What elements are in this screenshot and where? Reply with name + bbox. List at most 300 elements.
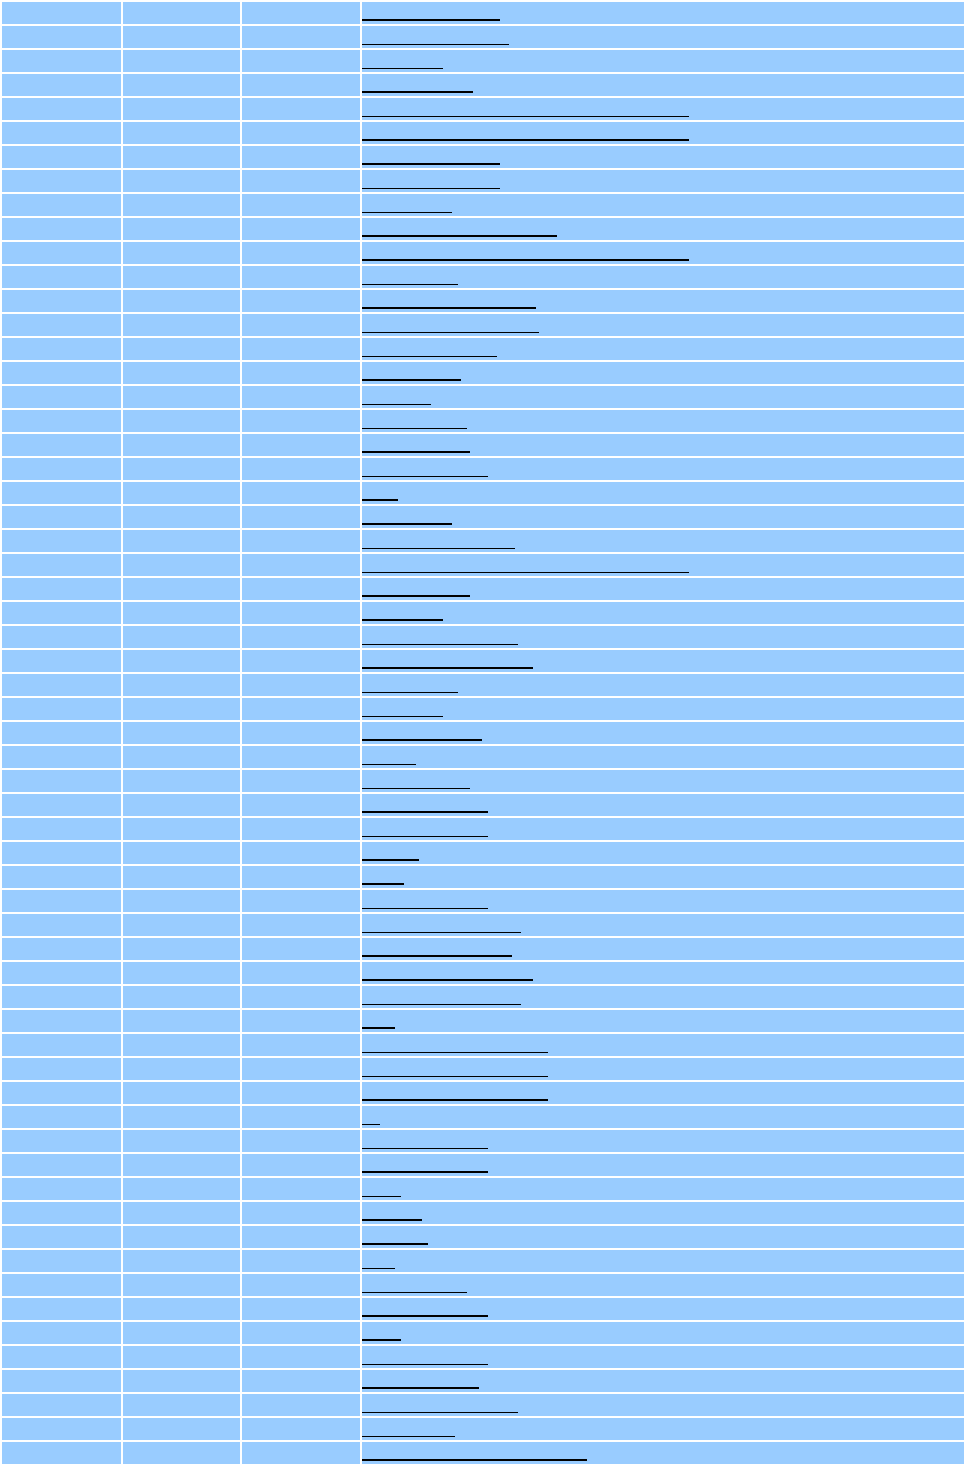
table-row: [2, 194, 964, 216]
table-cell-col-1: [2, 482, 121, 504]
table-cell-col-2: [123, 1322, 240, 1344]
row-link[interactable]: [362, 1364, 488, 1365]
row-link[interactable]: [362, 1196, 401, 1197]
row-link[interactable]: [362, 68, 443, 69]
table-row: [2, 1370, 964, 1392]
table-cell-col-3: [242, 1178, 360, 1200]
table-row: [2, 1130, 964, 1152]
table-cell-col-4: [362, 1346, 964, 1368]
table-cell-col-3: [242, 722, 360, 744]
table-row: [2, 1226, 964, 1248]
table-row: [2, 866, 964, 888]
table-cell-col-4: [362, 1130, 964, 1152]
table-row: [2, 386, 964, 408]
table-cell-col-4: [362, 866, 964, 888]
table-cell-col-4: [362, 1010, 964, 1032]
table-cell-col-1: [2, 74, 121, 96]
table-cell-col-3: [242, 1106, 360, 1128]
table-cell-col-2: [123, 986, 240, 1008]
table-cell-col-2: [123, 1274, 240, 1296]
table-cell-col-2: [123, 170, 240, 192]
table-cell-col-1: [2, 122, 121, 144]
table-row: [2, 530, 964, 552]
row-link[interactable]: [362, 739, 482, 741]
table-row: [2, 626, 964, 648]
table-cell-col-3: [242, 1442, 360, 1464]
table-row: [2, 962, 964, 984]
table-cell-col-3: [242, 266, 360, 288]
table-cell-col-1: [2, 1346, 121, 1368]
row-link[interactable]: [362, 212, 452, 213]
table-cell-col-4: [362, 698, 964, 720]
table-cell-col-4: [362, 626, 964, 648]
table-cell-col-2: [123, 50, 240, 72]
table-row: [2, 1010, 964, 1032]
table-cell-col-3: [242, 602, 360, 624]
table-cell-col-1: [2, 242, 121, 264]
table-row: [2, 698, 964, 720]
table-cell-col-4: [362, 458, 964, 480]
table-cell-col-2: [123, 1082, 240, 1104]
table-cell-col-4: [362, 74, 964, 96]
table-cell-col-4: [362, 1082, 964, 1104]
row-link[interactable]: [362, 139, 689, 141]
table-cell-col-2: [123, 1370, 240, 1392]
table-cell-col-3: [242, 962, 360, 984]
table-cell-col-3: [242, 890, 360, 912]
table-cell-col-2: [123, 842, 240, 864]
table-row: [2, 818, 964, 840]
table-row: [2, 578, 964, 600]
row-link[interactable]: [362, 883, 404, 885]
row-link[interactable]: [362, 116, 689, 117]
table-row: [2, 1274, 964, 1296]
table-row: [2, 98, 964, 120]
table-cell-col-4: [362, 1250, 964, 1272]
row-link[interactable]: [362, 19, 500, 21]
table-row: [2, 266, 964, 288]
table-cell-col-4: [362, 794, 964, 816]
row-link[interactable]: [362, 356, 497, 357]
table-cell-col-2: [123, 1418, 240, 1440]
table-cell-col-1: [2, 1154, 121, 1176]
table-cell-col-2: [123, 146, 240, 168]
table-row: [2, 1058, 964, 1080]
table-row: [2, 1178, 964, 1200]
table-cell-col-2: [123, 698, 240, 720]
row-link[interactable]: [362, 908, 488, 909]
table-cell-col-2: [123, 602, 240, 624]
row-link[interactable]: [362, 379, 461, 381]
table-cell-col-4: [362, 962, 964, 984]
table-cell-col-4: [362, 842, 964, 864]
table-cell-col-2: [123, 1010, 240, 1032]
table-row: [2, 434, 964, 456]
table-cell-col-4: [362, 482, 964, 504]
table-row: [2, 242, 964, 264]
table-row: [2, 338, 964, 360]
table-cell-col-2: [123, 674, 240, 696]
row-link[interactable]: [362, 476, 488, 477]
table-row: [2, 26, 964, 48]
table-cell-col-1: [2, 746, 121, 768]
table-cell-col-4: [362, 242, 964, 264]
row-link[interactable]: [362, 1459, 587, 1461]
table-cell-col-3: [242, 290, 360, 312]
table-row: [2, 506, 964, 528]
table-row: [2, 218, 964, 240]
row-link[interactable]: [362, 499, 398, 501]
table-row: [2, 554, 964, 576]
table-cell-col-4: [362, 506, 964, 528]
table-cell-col-3: [242, 242, 360, 264]
table-row: [2, 746, 964, 768]
table-cell-col-4: [362, 578, 964, 600]
table-cell-col-3: [242, 218, 360, 240]
table-cell-col-1: [2, 290, 121, 312]
table-cell-col-2: [123, 98, 240, 120]
table-cell-col-4: [362, 410, 964, 432]
row-link[interactable]: [362, 1076, 548, 1077]
table-cell-col-4: [362, 1226, 964, 1248]
table-cell-col-3: [242, 554, 360, 576]
table-cell-col-2: [123, 1394, 240, 1416]
table-cell-col-3: [242, 338, 360, 360]
row-link[interactable]: [362, 811, 488, 813]
row-link[interactable]: [362, 1436, 455, 1437]
row-link[interactable]: [362, 451, 470, 453]
table-cell-col-1: [2, 314, 121, 336]
table-cell-col-2: [123, 650, 240, 672]
table-cell-col-2: [123, 122, 240, 144]
table-cell-col-4: [362, 530, 964, 552]
table-cell-col-3: [242, 650, 360, 672]
table-cell-col-1: [2, 842, 121, 864]
table-cell-col-4: [362, 602, 964, 624]
table-cell-col-1: [2, 1274, 121, 1296]
row-link[interactable]: [362, 404, 431, 405]
table-cell-col-2: [123, 1130, 240, 1152]
row-link[interactable]: [362, 1027, 395, 1029]
row-link[interactable]: [362, 188, 500, 189]
table-cell-col-1: [2, 1442, 121, 1464]
table-cell-col-3: [242, 1346, 360, 1368]
table-cell-col-1: [2, 50, 121, 72]
table-row: [2, 410, 964, 432]
table-cell-col-2: [123, 194, 240, 216]
table-cell-col-3: [242, 314, 360, 336]
table-cell-col-2: [123, 818, 240, 840]
row-link[interactable]: [362, 667, 533, 669]
table-cell-col-1: [2, 530, 121, 552]
table-cell-col-2: [123, 626, 240, 648]
table-row: [2, 602, 964, 624]
table-cell-col-4: [362, 218, 964, 240]
table-cell-col-4: [362, 1274, 964, 1296]
table-cell-col-2: [123, 74, 240, 96]
row-link[interactable]: [362, 1315, 488, 1317]
table-cell-col-1: [2, 602, 121, 624]
table-cell-col-1: [2, 194, 121, 216]
table-cell-col-4: [362, 26, 964, 48]
table-row: [2, 890, 964, 912]
table-cell-col-3: [242, 98, 360, 120]
table-cell-col-1: [2, 554, 121, 576]
table-cell-col-2: [123, 794, 240, 816]
table-cell-col-2: [123, 242, 240, 264]
table-cell-col-2: [123, 290, 240, 312]
table-cell-col-2: [123, 1154, 240, 1176]
row-link[interactable]: [362, 91, 473, 93]
row-link[interactable]: [362, 692, 458, 693]
table-cell-col-2: [123, 1226, 240, 1248]
table-cell-col-2: [123, 1298, 240, 1320]
table-cell-col-1: [2, 170, 121, 192]
table-cell-col-3: [242, 74, 360, 96]
table-cell-col-2: [123, 1442, 240, 1464]
row-link[interactable]: [362, 979, 533, 981]
table-cell-col-2: [123, 1034, 240, 1056]
table-row: [2, 122, 964, 144]
table-cell-col-3: [242, 842, 360, 864]
table-cell-col-1: [2, 1394, 121, 1416]
table-cell-col-1: [2, 1298, 121, 1320]
table-cell-col-4: [362, 1058, 964, 1080]
table-cell-col-2: [123, 434, 240, 456]
table-cell-col-3: [242, 458, 360, 480]
table-cell-col-4: [362, 1178, 964, 1200]
table-row: [2, 650, 964, 672]
table-cell-col-2: [123, 1106, 240, 1128]
row-link[interactable]: [362, 1124, 380, 1125]
table-cell-col-1: [2, 794, 121, 816]
table-cell-col-3: [242, 362, 360, 384]
table-cell-col-1: [2, 626, 121, 648]
table-cell-col-3: [242, 1298, 360, 1320]
row-link[interactable]: [362, 955, 512, 957]
table-cell-col-4: [362, 722, 964, 744]
table-cell-col-2: [123, 1178, 240, 1200]
table-cell-col-3: [242, 770, 360, 792]
row-link[interactable]: [362, 1052, 548, 1053]
table-cell-col-1: [2, 1250, 121, 1272]
table-cell-col-3: [242, 122, 360, 144]
table-cell-col-1: [2, 458, 121, 480]
table-cell-col-2: [123, 554, 240, 576]
table-cell-col-3: [242, 1058, 360, 1080]
row-link[interactable]: [362, 764, 416, 765]
table-cell-col-2: [123, 362, 240, 384]
table-cell-col-4: [362, 1442, 964, 1464]
table-cell-col-1: [2, 1226, 121, 1248]
row-link[interactable]: [362, 1004, 521, 1005]
table-cell-col-3: [242, 530, 360, 552]
table-cell-col-4: [362, 50, 964, 72]
table-cell-col-4: [362, 434, 964, 456]
row-link[interactable]: [362, 1268, 395, 1269]
table-row: [2, 938, 964, 960]
row-link[interactable]: [362, 332, 539, 333]
row-link[interactable]: [362, 1339, 401, 1341]
row-link[interactable]: [362, 1243, 428, 1245]
table-cell-col-4: [362, 1370, 964, 1392]
table-cell-col-1: [2, 1058, 121, 1080]
table-cell-col-3: [242, 794, 360, 816]
table-cell-col-2: [123, 338, 240, 360]
table-cell-col-4: [362, 1034, 964, 1056]
table-cell-col-4: [362, 650, 964, 672]
table-cell-col-2: [123, 2, 240, 24]
table-cell-col-4: [362, 554, 964, 576]
table-row: [2, 1394, 964, 1416]
row-link[interactable]: [362, 788, 470, 789]
row-link[interactable]: [362, 932, 521, 933]
table-cell-col-1: [2, 1130, 121, 1152]
row-link[interactable]: [362, 1387, 479, 1389]
table-row: [2, 1202, 964, 1224]
table-row: [2, 1322, 964, 1344]
table-cell-col-4: [362, 314, 964, 336]
table-cell-col-1: [2, 650, 121, 672]
table-cell-col-4: [362, 338, 964, 360]
table-cell-col-2: [123, 1058, 240, 1080]
table-row: [2, 842, 964, 864]
table-cell-col-3: [242, 1418, 360, 1440]
row-link[interactable]: [362, 1292, 467, 1293]
table-cell-col-4: [362, 2, 964, 24]
table-cell-col-1: [2, 1370, 121, 1392]
table-cell-col-1: [2, 578, 121, 600]
table-cell-col-1: [2, 2, 121, 24]
table-cell-col-4: [362, 746, 964, 768]
table-row: [2, 722, 964, 744]
table-row: [2, 1034, 964, 1056]
table-cell-col-1: [2, 1034, 121, 1056]
table-cell-col-3: [242, 1010, 360, 1032]
table-cell-col-4: [362, 1106, 964, 1128]
row-link[interactable]: [362, 1148, 488, 1149]
table-cell-col-1: [2, 362, 121, 384]
table-cell-col-3: [242, 434, 360, 456]
row-link[interactable]: [362, 716, 443, 717]
table-cell-col-3: [242, 1130, 360, 1152]
table-cell-col-2: [123, 722, 240, 744]
table-cell-col-3: [242, 1154, 360, 1176]
table-cell-col-3: [242, 626, 360, 648]
row-link[interactable]: [362, 572, 689, 573]
row-link[interactable]: [362, 548, 515, 549]
table-cell-col-2: [123, 578, 240, 600]
row-link[interactable]: [362, 235, 557, 237]
row-link[interactable]: [362, 307, 536, 309]
table-cell-col-2: [123, 482, 240, 504]
table-cell-col-3: [242, 1274, 360, 1296]
row-link[interactable]: [362, 259, 689, 261]
row-link[interactable]: [362, 1219, 422, 1221]
table-cell-col-4: [362, 986, 964, 1008]
table-row: [2, 362, 964, 384]
row-link[interactable]: [362, 859, 419, 861]
table-row: [2, 914, 964, 936]
table-cell-col-2: [123, 1346, 240, 1368]
table-cell-col-1: [2, 1106, 121, 1128]
table-cell-col-3: [242, 482, 360, 504]
table-row: [2, 1442, 964, 1464]
table-cell-col-4: [362, 146, 964, 168]
table-cell-col-3: [242, 50, 360, 72]
row-link[interactable]: [362, 644, 518, 645]
table-cell-col-1: [2, 1418, 121, 1440]
row-link[interactable]: [362, 523, 452, 525]
table-cell-col-3: [242, 1322, 360, 1344]
table-cell-col-3: [242, 410, 360, 432]
table-cell-col-2: [123, 1250, 240, 1272]
table-cell-col-3: [242, 818, 360, 840]
table-cell-col-2: [123, 266, 240, 288]
table-cell-col-3: [242, 1370, 360, 1392]
table-row: [2, 1154, 964, 1176]
table-cell-col-1: [2, 890, 121, 912]
table-cell-col-3: [242, 938, 360, 960]
table-row: [2, 146, 964, 168]
table-cell-col-4: [362, 1418, 964, 1440]
table-cell-col-4: [362, 362, 964, 384]
table-row: [2, 674, 964, 696]
table-cell-col-3: [242, 146, 360, 168]
table-cell-col-1: [2, 770, 121, 792]
table-cell-col-4: [362, 290, 964, 312]
table-cell-col-1: [2, 1082, 121, 1104]
table-row: [2, 458, 964, 480]
table-cell-col-2: [123, 506, 240, 528]
table-cell-col-1: [2, 26, 121, 48]
row-link[interactable]: [362, 428, 467, 429]
table-row: [2, 290, 964, 312]
row-link[interactable]: [362, 619, 443, 621]
table-cell-col-3: [242, 170, 360, 192]
table-cell-col-4: [362, 914, 964, 936]
row-link[interactable]: [362, 44, 509, 45]
table-row: [2, 314, 964, 336]
table-cell-col-4: [362, 98, 964, 120]
table-cell-col-3: [242, 1226, 360, 1248]
table-cell-col-3: [242, 26, 360, 48]
table-cell-col-4: [362, 122, 964, 144]
table-row: [2, 482, 964, 504]
table-row: [2, 1346, 964, 1368]
table-row: [2, 770, 964, 792]
row-link[interactable]: [362, 595, 470, 597]
row-link[interactable]: [362, 1412, 518, 1413]
table-cell-col-2: [123, 314, 240, 336]
table-row: [2, 1106, 964, 1128]
row-link[interactable]: [362, 284, 458, 285]
row-link[interactable]: [362, 836, 488, 837]
table-cell-col-4: [362, 770, 964, 792]
table-cell-col-1: [2, 146, 121, 168]
table-cell-col-2: [123, 386, 240, 408]
table-cell-col-1: [2, 98, 121, 120]
table-cell-col-3: [242, 506, 360, 528]
table-cell-col-4: [362, 890, 964, 912]
row-link[interactable]: [362, 1171, 488, 1173]
table-cell-col-3: [242, 1394, 360, 1416]
row-link[interactable]: [362, 1099, 548, 1101]
table-cell-col-3: [242, 746, 360, 768]
table-cell-col-3: [242, 386, 360, 408]
table-cell-col-2: [123, 890, 240, 912]
row-link[interactable]: [362, 163, 500, 165]
